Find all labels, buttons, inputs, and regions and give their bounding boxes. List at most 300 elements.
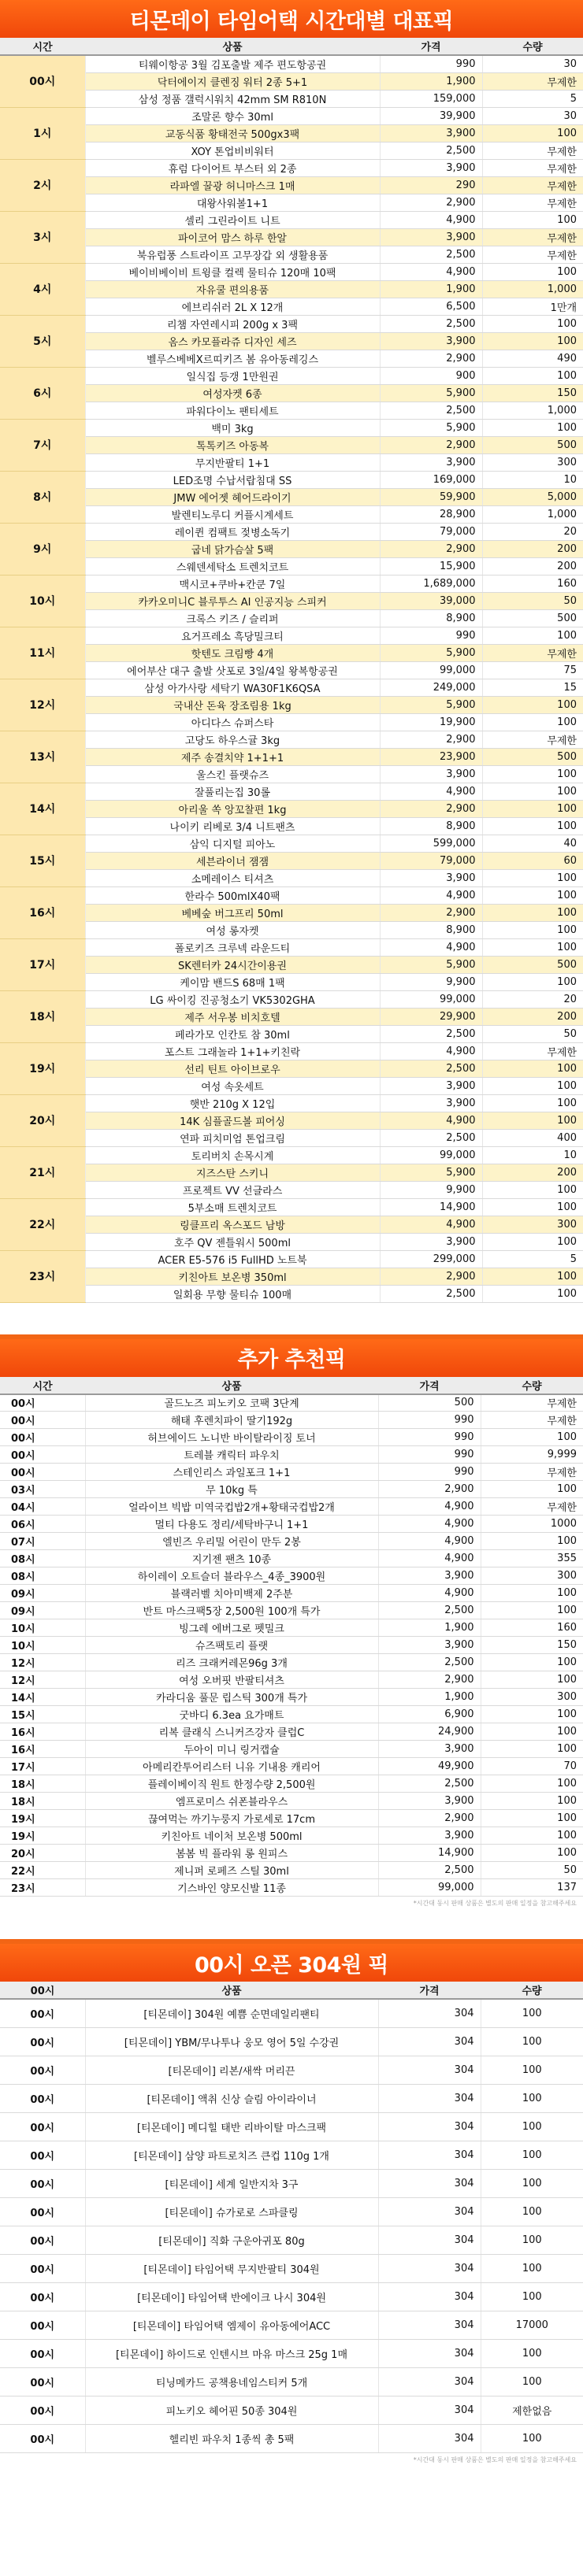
hour-cell: 09시 [0, 1602, 85, 1619]
table-row[interactable] [0, 194, 583, 211]
product-name: 빙그레 에버그로 펫밀크 [85, 1619, 378, 1637]
product-name: 옴스 카모플라쥬 디자인 세즈 [85, 332, 380, 350]
table-row[interactable] [0, 488, 583, 505]
table-row[interactable] [0, 557, 583, 575]
table-row[interactable] [0, 1008, 583, 1025]
product-name: 일식집 등갱 1만원권 [85, 367, 380, 384]
table-row[interactable] [0, 1112, 583, 1129]
table-row[interactable] [0, 280, 583, 298]
product-price: 14,900 [380, 1198, 482, 1216]
product-name: 삼성 정품 갤럭시워치 42mm SM R810N [85, 90, 380, 107]
table-row[interactable] [0, 453, 583, 471]
table-row[interactable] [0, 696, 583, 713]
product-name: [티몬데이] 타임어택 무지반팔티 304원 [85, 2254, 378, 2282]
table-row[interactable] [0, 159, 583, 176]
product-qty: 무제한 [481, 1464, 583, 1481]
table-row[interactable] [0, 990, 583, 1008]
product-qty: 무제한 [482, 72, 583, 90]
product-name: 봄봄 빅 플라워 롱 원피스 [85, 1845, 378, 1862]
hour-cell: 19시 [0, 1827, 85, 1845]
table-row[interactable] [0, 1516, 583, 1533]
product-name: [티몬데이] 타임어택 엠제이 유아동에어ACC [85, 2311, 378, 2339]
table-row[interactable] [0, 540, 583, 557]
product-price: 2,900 [380, 350, 482, 367]
product-name: [티몬데이] 세계 일반지차 3구 [85, 2169, 378, 2197]
product-name: 연파 피치미엄 톤업크림 [85, 1129, 380, 1146]
product-name: 크록스 키즈 / 슬리퍼 [85, 609, 380, 627]
product-qty: 무제한 [481, 1394, 583, 1412]
product-name: 리복 클래식 스니커즈강자 클럽C [85, 1723, 378, 1741]
hour-cell: 12시 [0, 679, 85, 731]
table-row[interactable] [0, 2396, 583, 2424]
product-price: 2,500 [378, 1775, 481, 1793]
product-price: 28,900 [380, 505, 482, 523]
product-price: 2,500 [380, 246, 482, 263]
header-price: 가격 [378, 1377, 481, 1394]
table-row[interactable] [0, 1198, 583, 1216]
table-row[interactable] [0, 1862, 583, 1879]
product-name: 해태 후렌치파이 딸기192g [85, 1412, 378, 1429]
table-row[interactable] [0, 2141, 583, 2169]
product-price: 3,900 [380, 765, 482, 783]
table-row[interactable] [0, 869, 583, 886]
product-price: 49,900 [378, 1758, 481, 1775]
table-row[interactable] [0, 263, 583, 280]
table-row[interactable] [0, 2169, 583, 2197]
product-price: 5,900 [380, 384, 482, 402]
product-name: 엠프로미스 쉬폰블라우스 [85, 1793, 378, 1810]
product-qty: 100 [482, 1094, 583, 1112]
table-row[interactable] [0, 1394, 583, 1412]
product-qty: 9,999 [481, 1446, 583, 1464]
product-name: 스웨덴세탁소 트렌치코트 [85, 557, 380, 575]
section-title: 티몬데이 타임어택 시간대별 대표픽 [0, 0, 583, 38]
table-row[interactable] [0, 55, 583, 72]
hour-cell: 08시 [0, 1567, 85, 1585]
product-qty: 200 [482, 557, 583, 575]
table-row[interactable] [0, 1060, 583, 1077]
product-qty: 100 [481, 2424, 583, 2452]
table-row[interactable] [0, 1879, 583, 1897]
table-row[interactable] [0, 1637, 583, 1654]
product-price: 1,689,000 [380, 575, 482, 592]
table-row[interactable] [0, 1268, 583, 1285]
product-name: 햇반 210g X 12입 [85, 1094, 380, 1112]
product-price: 2,500 [380, 1285, 482, 1302]
table-row[interactable] [0, 246, 583, 263]
table-row[interactable] [0, 713, 583, 731]
product-price: 2,500 [378, 1602, 481, 1619]
product-qty: 100 [482, 886, 583, 904]
table-row[interactable] [0, 1619, 583, 1637]
table-row[interactable] [0, 661, 583, 679]
product-price: 990 [378, 1429, 481, 1446]
product-price: 99,000 [380, 1146, 482, 1164]
product-qty: 200 [482, 540, 583, 557]
table-row[interactable] [0, 1999, 583, 2027]
product-price: 990 [378, 1446, 481, 1464]
product-qty: 1,000 [482, 402, 583, 419]
table-row[interactable] [0, 1464, 583, 1481]
table-row[interactable] [0, 2197, 583, 2226]
product-qty: 50 [482, 1025, 583, 1042]
product-qty: 무제한 [482, 159, 583, 176]
product-price: 2,500 [380, 1060, 482, 1077]
table-row[interactable] [0, 644, 583, 661]
product-price: 900 [380, 367, 482, 384]
product-qty: 100 [482, 1077, 583, 1094]
product-name: [티몬데이] 삼양 파트로치즈 큰컵 110g 1개 [85, 2141, 378, 2169]
product-price: 159,000 [380, 90, 482, 107]
table-row[interactable] [0, 748, 583, 765]
hour-cell: 00시 [0, 2367, 85, 2396]
product-qty: 490 [482, 350, 583, 367]
table-row[interactable] [0, 1585, 583, 1602]
product-price: 39,000 [380, 592, 482, 609]
table-row[interactable] [0, 575, 583, 592]
product-price: 3,900 [378, 1827, 481, 1845]
table-row[interactable] [0, 956, 583, 973]
table-row[interactable] [0, 1567, 583, 1585]
product-qty: 100 [481, 2226, 583, 2254]
table-row[interactable] [0, 436, 583, 453]
table-row[interactable] [0, 1164, 583, 1181]
product-name: 소메레이스 티셔츠 [85, 869, 380, 886]
table-row[interactable] [0, 2226, 583, 2254]
table-row[interactable] [0, 176, 583, 194]
table-row[interactable] [0, 1810, 583, 1827]
table-row[interactable] [0, 2311, 583, 2339]
table-row[interactable] [0, 2367, 583, 2396]
hour-cell: 12시 [0, 1654, 85, 1671]
product-name: 닥터에이지 클렌징 워터 2종 5+1 [85, 72, 380, 90]
product-price: 14,900 [378, 1845, 481, 1862]
product-price: 8,900 [380, 817, 482, 835]
product-price: 6,500 [380, 298, 482, 315]
product-name: 조말론 향수 30ml [85, 107, 380, 124]
product-qty: 100 [482, 1198, 583, 1216]
table-row[interactable] [0, 72, 583, 90]
product-qty: 100 [481, 2282, 583, 2311]
product-price: 3,900 [380, 1077, 482, 1094]
table-row[interactable] [0, 419, 583, 436]
table-row[interactable] [0, 1146, 583, 1164]
table-row[interactable] [0, 938, 583, 956]
table-row[interactable] [0, 1654, 583, 1671]
table-row[interactable] [0, 350, 583, 367]
table-row[interactable] [0, 211, 583, 228]
table-row[interactable] [0, 1498, 583, 1516]
table-row[interactable] [0, 142, 583, 159]
hour-cell: 09시 [0, 1585, 85, 1602]
product-name: 맥시코+쿠바+칸쿤 7일 [85, 575, 380, 592]
product-qty: 무제한 [481, 1412, 583, 1429]
table-row[interactable] [0, 384, 583, 402]
product-qty: 100 [481, 1845, 583, 1862]
product-price: 249,000 [380, 679, 482, 696]
product-qty: 200 [482, 1164, 583, 1181]
product-price: 304 [378, 2282, 481, 2311]
product-price: 2,900 [380, 800, 482, 817]
header-price: 가격 [378, 1982, 481, 1999]
table-row[interactable] [0, 973, 583, 990]
table-row[interactable] [0, 1042, 583, 1060]
product-qty: 100 [482, 1233, 583, 1250]
table-row[interactable] [0, 298, 583, 315]
table-row[interactable] [0, 2339, 583, 2367]
product-name: [티몬데이] 액취 신상 슬림 아이라이너 [85, 2084, 378, 2112]
product-price: 79,000 [380, 523, 482, 540]
table-row[interactable] [0, 315, 583, 332]
product-qty: 100 [481, 2197, 583, 2226]
table-row[interactable] [0, 679, 583, 696]
product-name: 무 10kg 특 [85, 1481, 378, 1498]
product-price: 304 [378, 2027, 481, 2056]
hour-cell: 00시 [0, 2311, 85, 2339]
hour-cell: 00시 [0, 1394, 85, 1412]
product-qty: 500 [482, 748, 583, 765]
table-row[interactable] [0, 2254, 583, 2282]
product-price: 2,500 [380, 1025, 482, 1042]
table-row[interactable] [0, 367, 583, 384]
table-row[interactable] [0, 1216, 583, 1233]
hour-cell: 15시 [0, 1706, 85, 1723]
product-name: XOY 톤업비비워터 [85, 142, 380, 159]
table-row[interactable] [0, 1129, 583, 1146]
table-row[interactable] [0, 1706, 583, 1723]
table-row[interactable] [0, 2084, 583, 2112]
table-row[interactable] [0, 1758, 583, 1775]
hour-cell: 18시 [0, 1775, 85, 1793]
hour-cell: 4시 [0, 263, 85, 315]
hour-cell: 9시 [0, 523, 85, 575]
hour-cell: 22시 [0, 1862, 85, 1879]
product-qty: 50 [481, 1862, 583, 1879]
table-row[interactable] [0, 1741, 583, 1758]
table-row[interactable] [0, 800, 583, 817]
hour-cell: 1시 [0, 107, 85, 159]
product-price: 5,900 [380, 1164, 482, 1181]
product-qty: 100 [481, 1602, 583, 1619]
header-hour: 시간 [0, 38, 85, 55]
product-price: 4,900 [380, 1216, 482, 1233]
product-qty: 100 [481, 1827, 583, 1845]
product-name: 플레이베이직 원트 한정수량 2,500원 [85, 1775, 378, 1793]
table-row[interactable] [0, 886, 583, 904]
table-row[interactable] [0, 1775, 583, 1793]
table-row[interactable] [0, 817, 583, 835]
product-qty: 100 [481, 2112, 583, 2141]
product-qty: 60 [482, 852, 583, 869]
table-row[interactable] [0, 904, 583, 921]
hour-cell: 00시 [0, 2027, 85, 2056]
product-name: 지기젠 팬츠 10종 [85, 1550, 378, 1567]
table-row[interactable] [0, 627, 583, 644]
table-row[interactable] [0, 1550, 583, 1567]
product-name: 허브에이드 노니반 바이탈라이징 토너 [85, 1429, 378, 1446]
table-row[interactable] [0, 1412, 583, 1429]
product-name: [티몬데이] 리본/새싹 머리끈 [85, 2056, 378, 2084]
table-row[interactable] [0, 2424, 583, 2452]
product-price: 5,900 [380, 419, 482, 436]
product-qty: 500 [482, 436, 583, 453]
product-name: 국내산 돈육 장조림용 1kg [85, 696, 380, 713]
table-row[interactable] [0, 2056, 583, 2084]
picks-304-table [0, 1982, 583, 2453]
product-qty: 137 [481, 1879, 583, 1897]
table-row[interactable] [0, 523, 583, 540]
table-row[interactable] [0, 332, 583, 350]
table-row[interactable] [0, 1446, 583, 1464]
table-row[interactable] [0, 1181, 583, 1198]
table-row[interactable] [0, 1481, 583, 1498]
product-qty: 100 [482, 973, 583, 990]
product-price: 2,500 [378, 1654, 481, 1671]
product-name: 잘풀리는집 30롤 [85, 783, 380, 800]
product-price: 3,900 [380, 228, 482, 246]
hour-cell: 00시 [0, 1446, 85, 1464]
product-name: 한라수 500mlX40팩 [85, 886, 380, 904]
table-row[interactable] [0, 609, 583, 627]
extra-picks-table [0, 1377, 583, 1897]
product-price: 19,900 [380, 713, 482, 731]
product-price: 4,900 [380, 938, 482, 956]
product-price: 304 [378, 2197, 481, 2226]
table-row[interactable] [0, 765, 583, 783]
product-name: 핫텐도 크림빵 4개 [85, 644, 380, 661]
table-row[interactable] [0, 1429, 583, 1446]
product-price: 990 [378, 1464, 481, 1481]
table-row[interactable] [0, 124, 583, 142]
product-name: SK렌터카 24시간이용권 [85, 956, 380, 973]
product-price: 3,900 [378, 1793, 481, 1810]
product-qty: 100 [482, 124, 583, 142]
product-price: 2,900 [380, 194, 482, 211]
product-name: [티몬데이] 직화 구운아귀포 80g [85, 2226, 378, 2254]
product-qty: 100 [481, 1999, 583, 2027]
table-row[interactable] [0, 471, 583, 488]
product-name: 휴럼 다이어트 부스터 외 2종 [85, 159, 380, 176]
product-price: 29,900 [380, 1008, 482, 1025]
table-row[interactable] [0, 90, 583, 107]
product-price: 2,500 [380, 315, 482, 332]
product-name: 제니퍼 로페즈 스틸 30ml [85, 1862, 378, 1879]
product-name: 북유럽풍 스트라이프 고무장갑 외 생활용품 [85, 246, 380, 263]
table-row[interactable] [0, 228, 583, 246]
table-row[interactable] [0, 1094, 583, 1112]
table-row[interactable] [0, 1077, 583, 1094]
product-name: LG 싸이킹 진공청소기 VK5302GHA [85, 990, 380, 1008]
table-row[interactable] [0, 1250, 583, 1268]
product-name: 에브리쉬러 2L X 12개 [85, 298, 380, 315]
product-qty: 100 [481, 1810, 583, 1827]
product-qty: 200 [482, 1008, 583, 1025]
product-name: 포스트 그래놀라 1+1+키친락 [85, 1042, 380, 1060]
table-row[interactable] [0, 1827, 583, 1845]
table-row[interactable] [0, 1025, 583, 1042]
product-qty: 1000 [481, 1516, 583, 1533]
table-row[interactable] [0, 1671, 583, 1689]
table-row[interactable] [0, 852, 583, 869]
product-name: [티몬데이] 304원 예쁨 순면데일리팬티 [85, 1999, 378, 2027]
table-row[interactable] [0, 1793, 583, 1810]
table-row[interactable] [0, 107, 583, 124]
table-row[interactable] [0, 2027, 583, 2056]
product-name: 여성 롱자켓 [85, 921, 380, 938]
hour-cell: 00시 [0, 2169, 85, 2197]
product-qty: 제한없음 [481, 2396, 583, 2424]
table-row[interactable] [0, 592, 583, 609]
table-row[interactable] [0, 731, 583, 748]
table-row[interactable] [0, 2112, 583, 2141]
product-name: 카라디움 풀문 립스틱 300개 특가 [85, 1689, 378, 1706]
product-qty: 300 [481, 1567, 583, 1585]
product-name: 아리울 쏙 앙꼬찰편 1kg [85, 800, 380, 817]
table-row[interactable] [0, 1602, 583, 1619]
product-price: 99,000 [380, 990, 482, 1008]
product-price: 3,900 [380, 453, 482, 471]
table-row[interactable] [0, 1233, 583, 1250]
table-row[interactable] [0, 921, 583, 938]
table-row[interactable] [0, 1845, 583, 1862]
product-name: 교동식품 황태전국 500gx3팩 [85, 124, 380, 142]
product-price: 9,900 [380, 1181, 482, 1198]
product-name: 14K 심플골드볼 피어싱 [85, 1112, 380, 1129]
product-price: 304 [378, 2056, 481, 2084]
product-name: 베이비베이비 트윙클 컬렉 물티슈 120매 10팩 [85, 263, 380, 280]
product-name: 아메리칸투어리스터 니유 기내용 캐리어 [85, 1758, 378, 1775]
footnote: *시간대 동시 판매 상품은 별도의 판매 일정을 참고해주세요 [413, 1900, 577, 1907]
table-row[interactable] [0, 783, 583, 800]
product-qty: 100 [482, 332, 583, 350]
product-qty: 100 [481, 1671, 583, 1689]
product-price: 6,900 [378, 1706, 481, 1723]
table-row[interactable] [0, 2282, 583, 2311]
hour-cell: 04시 [0, 1498, 85, 1516]
table-row[interactable] [0, 835, 583, 852]
hour-cell: 18시 [0, 1793, 85, 1810]
hour-cell: 6시 [0, 367, 85, 419]
product-qty: 100 [482, 627, 583, 644]
table-row[interactable] [0, 1723, 583, 1741]
header-qty: 수량 [481, 1377, 583, 1394]
product-name: 케이맘 밴드S 68매 1팩 [85, 973, 380, 990]
product-price: 1,900 [380, 280, 482, 298]
header-hour: 시간 [0, 1377, 85, 1394]
hour-cell: 8시 [0, 471, 85, 523]
hour-cell: 13시 [0, 731, 85, 783]
hour-cell: 10시 [0, 1619, 85, 1637]
product-qty: 150 [481, 1637, 583, 1654]
product-name: 베베숲 버그프리 50ml [85, 904, 380, 921]
table-row[interactable] [0, 1689, 583, 1706]
product-price: 99,000 [380, 661, 482, 679]
table-row[interactable] [0, 1285, 583, 1302]
product-price: 4,900 [380, 1042, 482, 1060]
hour-cell: 20시 [0, 1094, 85, 1146]
table-row[interactable] [0, 1533, 583, 1550]
product-qty: 100 [481, 2254, 583, 2282]
hour-cell: 00시 [0, 2112, 85, 2141]
table-row[interactable] [0, 402, 583, 419]
product-price: 304 [378, 2396, 481, 2424]
table-row[interactable] [0, 505, 583, 523]
product-name: 기스바인 양모신발 11종 [85, 1879, 378, 1897]
hour-cell: 23시 [0, 1250, 85, 1302]
product-qty: 100 [482, 1112, 583, 1129]
header-price: 가격 [380, 38, 482, 55]
product-qty: 100 [481, 1654, 583, 1671]
